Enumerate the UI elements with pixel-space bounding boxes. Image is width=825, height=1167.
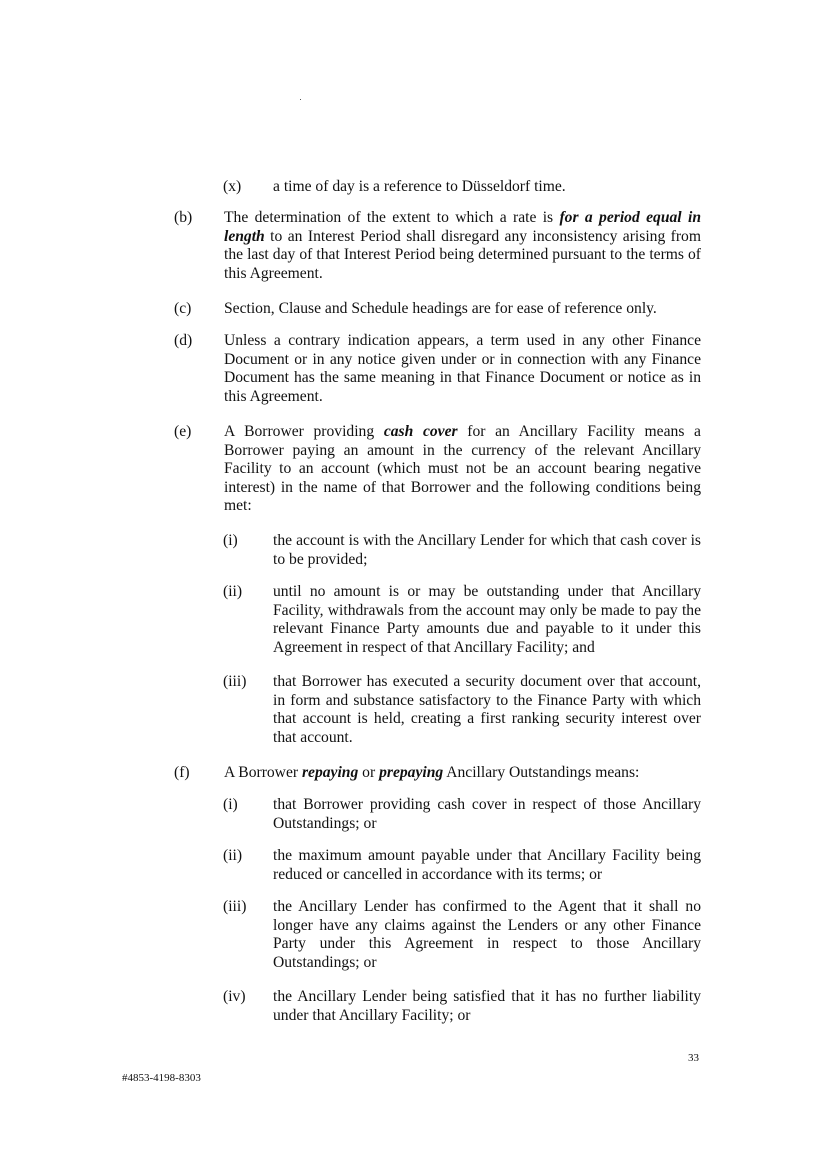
item-label: (b) [174, 209, 193, 226]
item-text: the account is with the Ancillary Lender for which that cash cover is to be provided; [273, 532, 701, 568]
item-text: A Borrower repaying or prepaying Ancillary Outstandings means: [224, 764, 640, 781]
item-text: Section, Clause and Schedule headings are for ease of reference only. [224, 300, 657, 317]
item-x [223, 178, 703, 198]
document-reference: #4853-4198-8303 [122, 1072, 201, 1084]
subitem-f-iv [223, 988, 701, 1028]
defined-term: prepaying [379, 764, 444, 781]
item-text: the Ancillary Lender being satisfied that it has no further liability under that Ancillary Facility; or [273, 988, 701, 1024]
page-number: 33 [688, 1052, 699, 1064]
subitem-e-iii [223, 673, 701, 753]
subitem-f-i [223, 796, 701, 836]
subitem-e-i [223, 532, 701, 572]
item-text: that Borrower providing cash cover in respect of those Ancillary Outstandings; or [273, 796, 701, 832]
item-label: (ii) [223, 847, 243, 864]
item-e [174, 423, 701, 523]
stray-mark [300, 99, 301, 100]
item-c [174, 300, 701, 320]
item-text: the Ancillary Lender has confirmed to the Agent that it shall no longer have any claims against the Lenders or any other Finance Party under this Agreement in respect to those Ancillary Outstandings; or [273, 898, 701, 971]
item-label: (iv) [223, 988, 246, 1005]
subitem-e-ii [223, 583, 701, 663]
subitem-f-iii [223, 898, 701, 978]
item-b [174, 209, 701, 289]
item-label: (iii) [223, 898, 247, 915]
item-text: a time of day is a reference to Düsseldorf time. [273, 178, 566, 195]
item-text: The determination of the extent to which a rate is for a period equal in length to an Interest Period shall disregard any inconsistency arising from the last day of that Interest Period being determined pursuant to the terms of this Agreement. [224, 209, 702, 282]
item-label: (ii) [223, 583, 243, 600]
item-d [174, 332, 701, 412]
item-text: that Borrower has executed a security document over that account, in form and substance satisfactory to the Finance Party with which that account is held, creating a first ranking security interest over that account. [273, 673, 701, 746]
item-label: (d) [174, 332, 193, 349]
item-f [174, 764, 701, 784]
subitem-f-ii [223, 847, 701, 887]
item-label: (i) [223, 796, 238, 813]
item-label: (f) [174, 764, 190, 781]
item-text: Unless a contrary indication appears, a term used in any other Finance Document or in any notice given under or in connection with any Finance Document has the same meaning in that Finance Document or notice as in this Agreement. [224, 332, 701, 405]
item-text: the maximum amount payable under that Ancillary Facility being reduced or cancelled in accordance with its terms; or [273, 847, 701, 883]
item-text: until no amount is or may be outstanding under that Ancillary Facility, withdrawals from the account may only be made to pay the relevant Finance Party amounts due and payable to it under this Agreement in respect of that Ancillary Facility; and [273, 583, 701, 656]
defined-term: for a period equal in length [224, 209, 702, 245]
item-label: (i) [223, 532, 238, 549]
item-label: (e) [174, 423, 192, 440]
defined-term: cash cover [383, 423, 458, 440]
item-label: (c) [174, 300, 192, 317]
item-text: A Borrower providing cash cover for an Ancillary Facility means a Borrower paying an amount in the currency of the relevant Ancillary Facility to an account (which must not be an account bearing negative interest) in the name of that Borrower and the following conditions being met: [224, 423, 701, 515]
defined-term: repaying [301, 764, 359, 781]
item-label: (iii) [223, 673, 247, 690]
item-label: (x) [223, 178, 242, 195]
